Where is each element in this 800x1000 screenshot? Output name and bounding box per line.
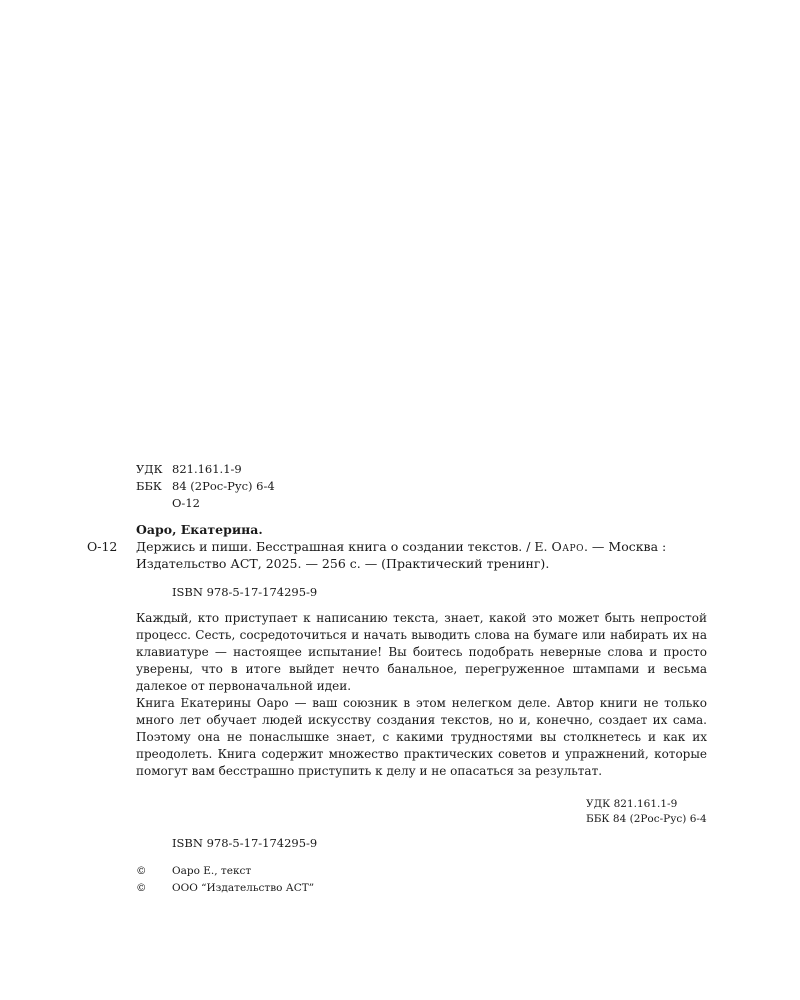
classification-block: [136, 461, 336, 512]
copyrights: [136, 863, 314, 897]
udk-value: 821.161.1-9: [172, 462, 242, 476]
title-line-end: . — Москва :: [583, 539, 667, 554]
copyright-symbol: ©: [136, 882, 147, 894]
bbk-row: [136, 478, 336, 495]
publisher-line: Издательство АСТ, 2025. — 256 с. — (Практический тренинг).: [136, 556, 550, 571]
copyright-author: [136, 863, 314, 880]
bbk-value: 84 (2Рос-Рус) 6-4: [172, 479, 275, 493]
author-heading: Оаро, Екатерина.: [136, 522, 263, 537]
margin-author-code: О-12: [87, 539, 118, 554]
bbk-code-right: ББК 84 (2Рос-Рус) 6-4: [586, 813, 707, 825]
codes-right: [586, 797, 707, 827]
isbn-top: ISBN 978-5-17-174295-9: [172, 585, 318, 599]
copyright-publisher: [136, 880, 314, 897]
author-smallcaps: Оаро: [551, 539, 584, 554]
annotation-paragraph-2: Книга Екатерины Оаро — ваш союзник в этом нелегком деле. Автор книги не только много лет обучает людей искусству создания текстов, но и, конечно, создает их сама. Поэтому она не понаслышке знает, с какими трудностями вы столкнетесь и как их преодолеть. Книга содержит множество практических советов и упражнений, которые помогут вам бесстрашно приступить к делу и не опасаться за результат.: [136, 696, 707, 778]
udk-row: [136, 461, 336, 478]
bibliographic-record: [136, 521, 710, 572]
title-line: [136, 538, 710, 555]
copyright-author-text: Оаро Е., текст: [172, 865, 252, 877]
copyright-publisher-text: ООО “Издательство АСТ”: [172, 882, 315, 894]
title-text: Держись и пиши. Бесстрашная книга о создании текстов. / Е.: [136, 539, 552, 554]
copyright-symbol: ©: [136, 865, 147, 877]
bbk-label: ББК: [136, 479, 162, 493]
annotation: [136, 610, 707, 780]
udk-code-right: УДК 821.161.1-9: [586, 798, 678, 810]
author-code: О-12: [172, 496, 200, 510]
annotation-paragraph-1: Каждый, кто приступает к написанию текста, знает, какой это может быть непростой процесс. Сесть, сосредоточиться и начать выводить слова на бумаге или набирать их на клавиатуре — настоящее испытание! Вы боитесь подобрать неверные слова и просто уверены, что в итоге выйдет нечто банальное, перегруженное штампами и весьма далекое от первоначальной идеи.: [136, 611, 707, 693]
udk-label: УДК: [136, 462, 163, 476]
isbn-bottom: ISBN 978-5-17-174295-9: [172, 836, 318, 850]
